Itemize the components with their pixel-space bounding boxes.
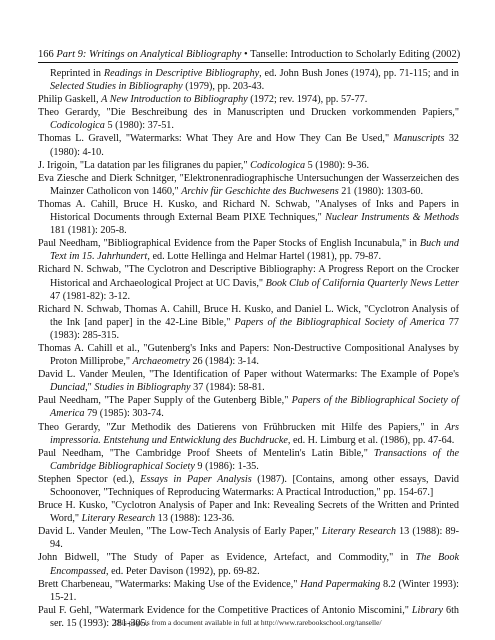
entry-title-italic: Literary Research [321, 526, 396, 538]
entry-text: , ed. Peter Davison (1992), pp. 69-82. [106, 565, 260, 577]
entry-text: 5 (1980): 9-36. [305, 159, 370, 171]
entry-title-italic: Transactions of the Cambridge Bibliographical Society [50, 447, 459, 472]
entry-title-italic: Selected Studies in Bibliography [50, 81, 183, 93]
page-footer: This page is from a document available in full at http://www.rarebookschool.org/tanselle/ [113, 618, 382, 627]
entry-text: 13 (1988): 123-36. [155, 513, 235, 525]
entry-text: 77 (1983): 285-315. [50, 316, 459, 341]
entry-text: Stephen Spector (ed.), [38, 473, 141, 485]
entry-text: Richard N. Schwab, "The Cyclotron and Descriptive Bibliography: A Progress Report on the Crocker Historical and Archaeological Project at UC Davis," [38, 264, 459, 289]
bibliography-entry [38, 368, 459, 394]
bibliography-entry [38, 551, 459, 577]
entry-text: David L. Vander Meulen, "The Low-Tech Analysis of Early Paper," [38, 526, 322, 538]
entry-title-italic: Dunciad [50, 382, 86, 394]
entry-title-italic: The Book Encompassed [50, 552, 459, 577]
entry-text: 181 (1981): 205-8. [50, 225, 127, 237]
entry-title-italic: Codicologica [50, 120, 105, 132]
page-number: 166 [38, 49, 54, 60]
entry-title-italic: Hand Papermaking [300, 578, 381, 590]
bibliography-entry [38, 525, 459, 551]
running-header [38, 48, 461, 61]
entry-title-italic: Library [411, 604, 444, 616]
entry-text: 8.2 (Winter 1993): 15-21. [50, 578, 459, 603]
entry-title-italic: Nuclear Instruments & Methods [325, 212, 459, 224]
entry-text: Thomas L. Gravell, "Watermarks: What They Are and How They Can Be Used," [38, 133, 394, 145]
entry-text: 32 (1980): 4-10. [50, 133, 460, 158]
entry-text: 13 (1988): 89-94. [50, 526, 460, 551]
entry-text: , ed. John Bush Jones (1974), pp. 71-115; and in [259, 68, 459, 79]
entry-text: (1987). [Contains, among other essays, David Schoonover, "Techniques of Reproducing Watermarks: A Practical Introduction," pp. 154-67.] [50, 473, 459, 498]
entry-title-italic: Manuscripts [393, 133, 445, 145]
bibliography-entry [38, 106, 459, 132]
bibliography-entry [38, 303, 459, 342]
entry-title-italic: Archaeometry [132, 356, 190, 368]
entry-text: Richard N. Schwab, Thomas A. Cahill, Bruce H. Kusko, and Daniel L. Wick, "Cyclotron Analysis of the Ink [and paper] in the 42-Line Bible," [38, 303, 459, 328]
bibliography-entry [38, 263, 459, 302]
bibliography-entry [38, 93, 459, 106]
entry-text: , ed. Lotte Hellinga and Helmar Hartel (1981), pp. 79-87. [147, 251, 382, 263]
header-bullet: • [244, 49, 248, 60]
book-title: Tanselle: Introduction to Scholarly Editing (2002) [250, 49, 461, 60]
entry-title-italic: Papers of the Bibliographical Society of America [50, 395, 459, 420]
entry-title-italic: Papers of the Bibliographical Society of America [234, 316, 445, 328]
entry-text: 37 (1984): 58-81. [190, 382, 265, 394]
entry-text: 21 (1980): 1303-60. [338, 185, 424, 197]
bibliography-entry [38, 421, 459, 447]
entry-text: Thomas A. Cahill, Bruce H. Kusko, and Richard N. Schwab, "Analyses of Inks and Papers in Historical Documents through External Beam PIXE Techniques," [38, 198, 459, 224]
bibliography-entry [38, 198, 459, 237]
entry-text: Philip Gaskell, [38, 94, 102, 106]
bibliography-entry [38, 342, 459, 368]
entry-text: 26 (1984): 3-14. [189, 356, 259, 368]
bibliography-entry [38, 159, 459, 172]
entry-text: Bruce H. Kusko, "Cyclotron Analysis of Paper and Ink: Revealing Secrets of the Written and Printed Word," [38, 500, 459, 525]
entry-title-italic: Codicologica [250, 159, 306, 171]
entry-title-italic: Literary Research [81, 513, 156, 525]
entry-text: Paul Needham, "Bibliographical Evidence from the Paper Stocks of English Incunabula," in [38, 238, 420, 250]
entry-title-italic: Readings in Descriptive Bibliography [103, 68, 260, 79]
bibliography-entry [38, 473, 459, 499]
entry-text: (1972; rev. 1974), pp. 57-77. [247, 94, 368, 106]
entry-text: David L. Vander Meulen, "The Identification of Paper without Watermarks: The Example of Pope's [38, 369, 459, 381]
entry-text: , ed. H. Limburg et al. (1986), pp. 47-64. [287, 434, 455, 446]
entry-title-italic: Essays in Paper Analysis [140, 473, 252, 485]
entry-title-italic: Studies in Bibliography [94, 382, 191, 394]
entry-text: 47 (1981-82): 3-12. [50, 290, 131, 302]
bibliography-list [38, 67, 459, 630]
entry-text: ," [85, 382, 95, 394]
entry-text: Reprinted in [50, 68, 104, 79]
entry-text: Paul Needham, "The Cambridge Proof Sheets of Mentelin's Latin Bible," [38, 447, 374, 459]
bibliography-entry [38, 132, 459, 158]
entry-text: Paul F. Gehl, "Watermark Evidence for the Competitive Practices of Antonio Miscomini," [38, 604, 412, 616]
bibliography-entry [38, 447, 459, 473]
bibliography-entry [38, 394, 459, 420]
bibliography-entry [38, 172, 459, 198]
entry-title-italic: A New Introduction to Bibliography [101, 94, 248, 106]
bibliography-entry [38, 499, 459, 525]
entry-text: Paul Needham, "The Paper Supply of the Gutenberg Bible," [38, 395, 292, 407]
entry-title-italic: Archiv für Geschichte des Buchwesens [181, 185, 339, 197]
entry-text: Brett Charbeneau, "Watermarks: Making Use of the Evidence," [38, 578, 301, 590]
entry-text: J. Irigoin, "La datation par les filigranes du papier," [38, 159, 251, 171]
entry-text: 9 (1986): 1-35. [194, 460, 259, 472]
entry-text: Thomas A. Cahill et al., "Gutenberg's Inks and Papers: Non-Destructive Compositional Analyses by Proton Milliprobe," [38, 342, 459, 368]
part-title: Part 9: Writings on Analytical Bibliography [56, 49, 242, 60]
entry-text: 5 (1980): 37-51. [104, 120, 174, 132]
entry-title-italic: Ars impressoria. Entstehung und Entwicklung des Buchdrucke [50, 421, 459, 446]
entry-text: Theo Gerardy, "Zur Methodik des Datierens von Frühbrucken mit Hilfe des Papiers," in [38, 421, 445, 433]
entry-text: (1979), pp. 203-43. [182, 81, 265, 93]
entry-text: 6th ser. 15 (1993): 281-305. [50, 604, 459, 629]
bibliography-entry [38, 578, 459, 604]
entry-text: Eva Ziesche and Dierk Schnitger, "Elektronenradiographische Untersuchungen der Wasserzeichen des Mainzer Catholicon von 1460," [38, 172, 459, 197]
entry-text: John Bidwell, "The Study of Paper as Evidence, Artefact, and Commodity," in [38, 552, 416, 564]
bibliography-entry [38, 237, 459, 263]
entry-text: 79 (1985): 303-74. [84, 408, 164, 420]
bibliography-entry-continuation [38, 67, 459, 93]
entry-title-italic: Book Club of California Quarterly News Letter [265, 277, 459, 289]
header-rule [38, 62, 458, 63]
entry-title-italic: Buch und Text im 15. Jahrhundert [50, 238, 459, 263]
entry-text: Theo Gerardy, "Die Beschreibung des in Manuscripten und Drucken vorkommenden Papiers," [38, 107, 459, 119]
